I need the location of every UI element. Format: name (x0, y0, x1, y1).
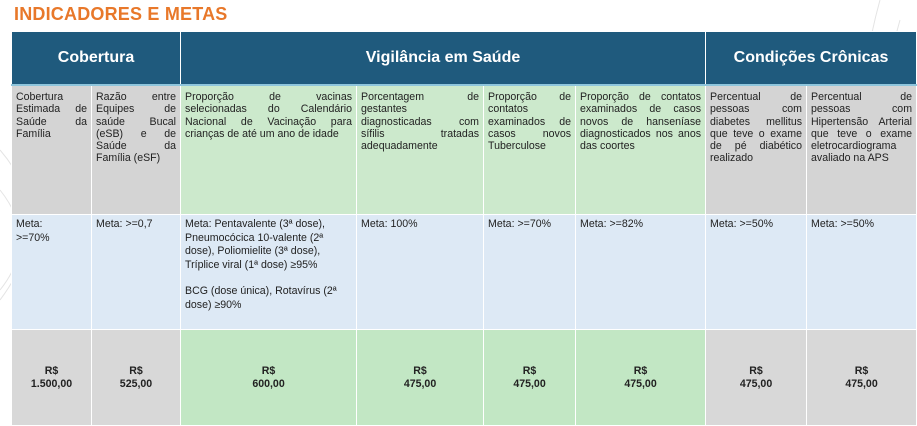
meta-text: Meta: >=82% (580, 218, 644, 230)
amount-label: 475,00 (624, 377, 657, 390)
currency-label: R$ (129, 364, 143, 377)
indicator-description: Razão entre Equipes de saúde Bucal (eSB) e de Saúde da Família (eSF) (92, 85, 181, 215)
indicator-value (706, 330, 807, 426)
indicator-meta (357, 215, 484, 330)
meta-text: Meta: (16, 218, 43, 230)
indicator-meta (12, 215, 92, 330)
indicator-value (181, 330, 357, 426)
group-header-row (12, 32, 917, 86)
indicator-value (484, 330, 576, 426)
indicator-value (92, 330, 181, 426)
meta-text: Meta: >=70% (488, 218, 552, 230)
meta-text: Meta: 100% (361, 218, 418, 230)
indicator-value (576, 330, 706, 426)
currency-label: R$ (44, 364, 59, 377)
currency-label: R$ (522, 364, 537, 377)
meta-text: Meta: >=50% (811, 218, 875, 230)
indicator-description: Cobertura Estimada de Saúde da Família (12, 85, 92, 215)
indicator-description: Proporção de vacinas selecionadas do Calendário Nacional de Vacinação para crianças de até um ano de idade (181, 85, 357, 215)
indicator-description: Percentual de pessoas com diabetes mellitus que teve o exame de pé diabético realizado (706, 85, 807, 215)
indicator-description: Proporção de contatos examinados de casos novos de hanseníase diagnosticados nos anos das coortes (576, 85, 706, 215)
indicator-meta (576, 215, 706, 330)
meta-text: Meta: >=0,7 (96, 218, 153, 230)
indicator-meta (181, 215, 357, 330)
currency-label: R$ (854, 364, 869, 377)
group-header-condicoes-cronicas: Condições Crônicas (706, 32, 917, 86)
group-header-vigilancia: Vigilância em Saúde (181, 32, 706, 86)
currency-label: R$ (633, 364, 648, 377)
amount-label: 475,00 (513, 377, 546, 390)
indicator-meta (706, 215, 807, 330)
indicator-value (807, 330, 917, 426)
indicator-description: Percentual de pessoas com Hipertensão Arterial que teve o exame eletrocardiograma avaliado na APS (807, 85, 917, 215)
meta-row (12, 215, 917, 330)
indicator-meta (92, 215, 181, 330)
amount-label: 475,00 (739, 377, 773, 390)
indicator-meta (484, 215, 576, 330)
meta-spacer (185, 272, 352, 285)
indicator-value (357, 330, 484, 426)
amount-label: 475,00 (403, 377, 437, 390)
meta-text: Meta: Pentavalente (3ª dose), Pneumocócica 10-valente (2ª dose), Poliomielite (3ª dose), Tríplice viral (1ª dose) ≥95% (185, 218, 325, 271)
amount-label: 1.500,00 (30, 377, 73, 390)
group-header-cobertura: Cobertura (12, 32, 181, 86)
value-row (12, 330, 917, 426)
meta-text: Meta: >=50% (710, 218, 774, 230)
currency-label: R$ (413, 364, 427, 377)
amount-label: 600,00 (252, 377, 285, 390)
page-title: INDICADORES E METAS (14, 4, 228, 24)
indicators-table (11, 31, 917, 426)
amount-label: 475,00 (845, 377, 878, 390)
meta-text: BCG (dose única), Rotavírus (2ª dose) ≥90% (185, 285, 337, 311)
meta-text: >=70% (16, 231, 50, 244)
indicator-description: Porcentagem de gestantes diagnosticadas com sífilis tratadas adequadamente (357, 85, 484, 215)
currency-label: R$ (261, 364, 276, 377)
indicator-description: Proporção de contatos examinados de casos novos Tuberculose (484, 85, 576, 215)
indicator-value (12, 330, 92, 426)
amount-label: 525,00 (119, 377, 153, 390)
description-row (12, 85, 917, 215)
currency-label: R$ (749, 364, 763, 377)
indicator-meta (807, 215, 917, 330)
